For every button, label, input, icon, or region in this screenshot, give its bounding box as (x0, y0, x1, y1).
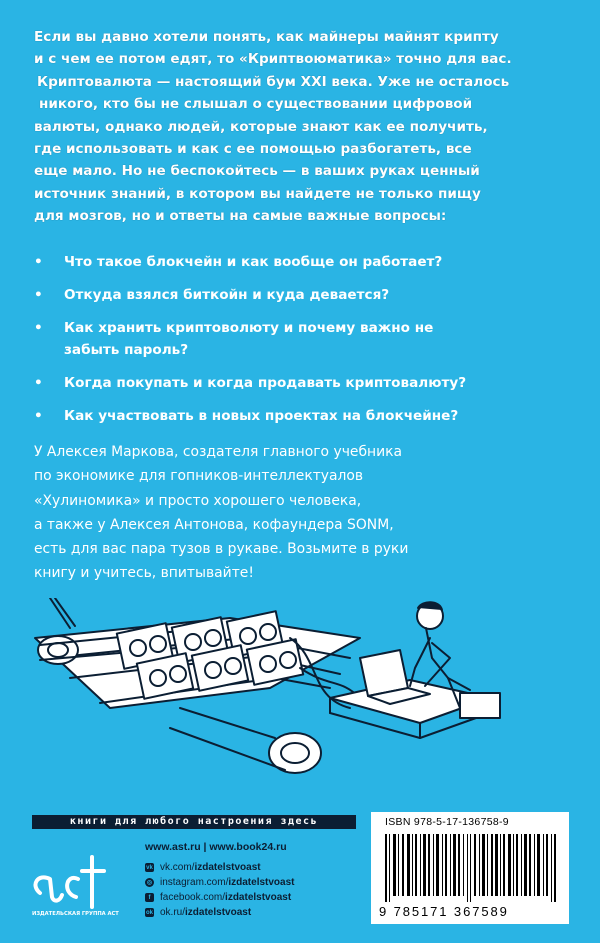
authors-paragraph (34, 440, 574, 586)
links-block (145, 841, 295, 920)
vk-icon: vk (146, 864, 153, 871)
intro-line: для мозгов, но и ответы на самые важные вопросы: (34, 208, 447, 225)
tagline-bar: книги для любого настроения здесь (32, 815, 356, 829)
social-text: vk.com/ (160, 862, 195, 873)
intro-line: никого, кто бы не слышал о существовании цифровой (39, 96, 473, 113)
social-link-instagram[interactable] (145, 875, 295, 890)
social-text: ok.ru/ (160, 907, 186, 918)
ast-logo-icon (30, 840, 124, 920)
social-link-odnoklassniki[interactable] (145, 905, 295, 920)
authors-line: по экономике для гопников-интеллектуалов (34, 468, 364, 485)
question-text: Откуда взялся биткойн и куда девается? (64, 287, 390, 303)
question-item (34, 251, 574, 273)
bullet: • (34, 320, 43, 336)
social-link-vk[interactable] (145, 860, 295, 875)
mining-illustration (30, 598, 510, 790)
question-text: Когда покупать и когда продавать криптовалюту? (64, 375, 467, 391)
instagram-icon: ◎ (146, 880, 153, 886)
question-text: забыть пароль? (64, 342, 189, 358)
intro-line: Криптовалюта — настоящий бум XXI века. Уже не осталось (37, 73, 510, 90)
question-list (34, 251, 574, 438)
intro-line: и с чем ее потом едят, то «Криптвоюматика» точно для вас. (34, 51, 512, 68)
social-text: instagram.com/ (160, 877, 229, 888)
bullet: • (34, 375, 43, 391)
publisher-caption: ИЗДАТЕЛЬСКАЯ ГРУППА АСТ (32, 911, 119, 917)
question-item (34, 284, 574, 306)
website-links[interactable]: www.ast.ru | www.book24.ru (145, 841, 287, 853)
question-text: Что такое блокчейн и как вообще он работает? (64, 254, 443, 270)
facebook-icon: f (145, 893, 154, 902)
authors-line: «Хулиномика» и просто хорошего человека, (34, 492, 362, 509)
intro-line: источник знаний, в котором вы найдете не только пищу (34, 185, 481, 202)
intro-line: еще мало. Но не беспокойтесь — в ваших руках ценный (34, 163, 480, 180)
social-handle: izdatelstvoast (228, 877, 295, 888)
social-link-facebook[interactable] (145, 890, 295, 905)
intro-paragraph (34, 26, 574, 228)
authors-line: У Алексея Маркова, создателя главного учебника (34, 444, 403, 460)
question-item (34, 405, 574, 427)
question-text: Как хранить криптоволюту и почему важно не (64, 320, 434, 336)
question-item (34, 372, 574, 394)
bullet: • (34, 408, 43, 424)
intro-line: валюты, однако людей, которые знают как ее получить, (34, 118, 488, 135)
authors-line: а также у Алексея Антонова, кофаундера SONM, (34, 516, 394, 533)
question-item (34, 317, 574, 361)
isbn-label: ISBN 978-5-17-136758-9 (385, 816, 509, 828)
barcode-icon (385, 834, 557, 902)
bullet: • (34, 254, 43, 270)
isbn-digits: 9 785171 367589 (379, 904, 509, 919)
social-handle: izdatelstvoast (225, 892, 292, 903)
authors-line: есть для вас пара тузов в рукаве. Возьмите в руки (34, 541, 409, 558)
social-handle: izdatelstvoast (194, 862, 261, 873)
isbn-barcode-box (371, 812, 569, 924)
bullet: • (34, 287, 43, 303)
odnoklassniki-icon: ok (145, 909, 153, 916)
question-text: Как участвовать в новых проектах на блокчейне? (64, 408, 459, 424)
authors-line: книгу и учитесь, впитывайте! (34, 565, 254, 582)
social-handle: izdatelstvoast (185, 907, 252, 918)
intro-line: где использовать и как с ее помощью разбогатеть, все (34, 141, 472, 158)
social-text: facebook.com/ (160, 892, 226, 903)
intro-line: Если вы давно хотели понять, как майнеры майнят крипту (34, 29, 499, 45)
